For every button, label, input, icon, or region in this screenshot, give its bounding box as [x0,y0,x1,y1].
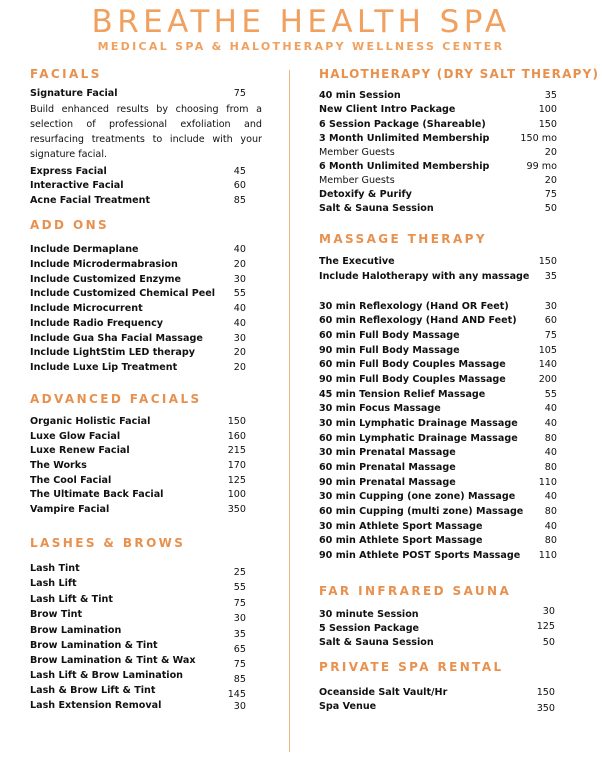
service-price: 30 [542,606,555,617]
service-name: Acne Facial Treatment [30,195,151,206]
service-price: 215 [227,445,246,456]
price-row [30,655,246,669]
price-row [30,563,246,577]
service-name: 30 min Reflexology (Hand OR Feet) [319,301,509,312]
service-name: 60 min Full Body Couples Massage [319,359,506,370]
price-row [319,345,557,359]
service-name: Lash Lift & Brow Lamination [30,670,183,681]
service-name: 90 min Athlete POST Sports Massage [319,550,521,561]
price-row [30,259,246,273]
service-price: 40 [233,318,246,329]
price-row [30,347,246,361]
service-name: 5 Session Package [319,623,420,634]
price-row [30,489,246,503]
service-price: 45 [233,166,246,177]
price-row [30,504,246,518]
service-name: Include Halotherapy with any massage [319,271,530,282]
service-name: Lash Lift [30,578,77,589]
service-name: Salt & Sauna Session [319,637,434,648]
service-name: Include Customized Enzyme [30,274,181,285]
price-row [30,460,246,474]
price-row [319,119,557,133]
service-price: 80 [544,433,557,444]
facial-description: Build enhanced results by choosing from a selection of professional exfoliation and resurfacing treatments to include with your signature facial. [30,104,262,160]
service-name: 90 min Full Body Massage [319,345,460,356]
service-name: 60 min Athlete Sport Massage [319,535,483,546]
price-row [319,90,557,104]
service-name: New Client Intro Package [319,104,456,115]
service-price: 75 [233,598,246,609]
section-title-advanced-facials: ADVANCED FACIALS [30,392,202,406]
service-name: 60 min Lymphatic Drainage Massage [319,433,518,444]
section-title-rental: PRIVATE SPA RENTAL [319,660,504,674]
service-name: Oceanside Salt Vault/Hr [319,687,448,698]
service-name: Brow Lamination [30,625,122,636]
price-row [319,403,557,417]
price-row [319,161,557,175]
service-price: 50 [542,637,555,648]
service-price: 85 [233,674,246,685]
service-price: 105 [538,345,557,356]
service-price: 110 [538,550,557,561]
service-price: 65 [233,644,246,655]
price-row [319,418,557,432]
service-name: Lash Lift & Tint [30,594,113,605]
price-row [30,195,246,209]
service-name: 60 min Reflexology (Hand AND Feet) [319,315,517,326]
price-row [319,623,555,637]
service-price: 150 [538,119,557,130]
price-row [30,362,246,376]
spa-title: BREATHE HEALTH SPA [91,4,511,40]
service-name: Member Guests [319,175,395,186]
service-name: The Works [30,460,87,471]
price-row [319,606,555,623]
service-name: Include Luxe Lip Treatment [30,362,178,373]
price-row [319,447,557,461]
service-price: 35 [544,90,557,101]
service-name: 30 min Prenatal Massage [319,447,456,458]
service-price: 40 [544,521,557,532]
service-price: 100 [227,489,246,500]
service-price: 75 [233,88,246,99]
service-name: Include Microdermabrasion [30,259,178,270]
spa-subtitle: MEDICAL SPA & HALOTHERAPY WELLNESS CENTER [97,40,505,53]
service-name: 60 min Cupping (multi zone) Massage [319,506,524,517]
price-row [319,462,557,476]
service-price: 30 [544,301,557,312]
service-price: 20 [233,347,246,358]
price-row [30,318,246,332]
price-row [319,203,557,217]
price-row [319,330,557,344]
service-price: 55 [544,389,557,400]
service-price: 350 [536,703,555,714]
service-name: Signature Facial [30,88,118,99]
price-row [30,244,246,258]
service-price: 140 [538,359,557,370]
service-name: 3 Month Unlimited Membership [319,133,490,144]
price-row [30,640,246,654]
price-row [30,274,246,288]
service-name: 6 Session Package (Shareable) [319,119,486,130]
price-row [30,594,246,608]
price-row [319,315,557,329]
price-row [319,506,557,520]
service-price: 60 [233,180,246,191]
price-row [30,625,246,639]
service-name: Include Dermaplane [30,244,139,255]
service-name: Salt & Sauna Session [319,203,434,214]
price-row [319,301,557,315]
service-price: 150 [227,416,246,427]
price-row [319,637,555,651]
service-price: 20 [233,259,246,270]
service-name: 90 min Prenatal Massage [319,477,456,488]
price-row [319,687,555,701]
price-row [319,521,557,535]
service-name: Luxe Glow Facial [30,431,121,442]
price-row [319,477,557,491]
price-row [30,670,246,684]
service-price: 85 [233,195,246,206]
service-name: 30 min Focus Massage [319,403,441,414]
service-name: Spa Venue [319,701,377,712]
service-name: 60 min Prenatal Massage [319,462,456,473]
service-price: 125 [227,475,246,486]
price-row [30,445,246,459]
price-row [30,578,246,592]
service-price: 80 [544,506,557,517]
service-name: Include Gua Sha Facial Massage [30,333,203,344]
service-price: 99 mo [526,161,557,172]
service-name: The Executive [319,256,395,267]
price-row [319,147,557,161]
service-name: 30 min Cupping (one zone) Massage [319,491,516,502]
price-row [319,133,557,147]
service-price: 170 [227,460,246,471]
section-title-add-ons: ADD ONS [30,218,110,232]
service-price: 50 [544,203,557,214]
service-price: 40 [233,303,246,314]
price-row [319,104,557,118]
service-name: Interactive Facial [30,180,124,191]
service-name: 30 minute Session [319,609,419,620]
price-row [319,189,557,203]
section-title-halotherapy: HALOTHERAPY (DRY SALT THERAPY) [319,67,600,81]
service-price: 150 [538,256,557,267]
price-row [30,166,246,180]
price-row [319,550,557,564]
service-price: 55 [233,288,246,299]
service-price: 30 [233,274,246,285]
service-name: The Cool Facial [30,475,112,486]
service-name: Luxe Renew Facial [30,445,130,456]
service-price: 100 [538,104,557,115]
price-row [319,374,557,388]
section-title-sauna: FAR INFRARED SAUNA [319,584,512,598]
service-price: 75 [544,330,557,341]
section-title-facials: FACIALS [30,67,102,81]
service-name: Lash Extension Removal [30,700,162,711]
service-price: 25 [233,567,246,578]
service-name: Member Guests [319,147,395,158]
price-row [319,433,557,447]
service-name: Brow Tint [30,609,83,620]
price-row [30,303,246,317]
service-name: 30 min Lymphatic Drainage Massage [319,418,518,429]
service-name: Organic Holistic Facial [30,416,151,427]
price-row [319,256,557,270]
service-name: Brow Lamination & Tint [30,640,158,651]
service-price: 75 [544,189,557,200]
service-price: 60 [544,315,557,326]
service-price: 20 [544,147,557,158]
service-price: 40 [544,447,557,458]
service-price: 150 mo [520,133,557,144]
service-price: 200 [538,374,557,385]
service-price: 80 [544,535,557,546]
service-price: 80 [544,462,557,473]
price-row [30,333,246,347]
service-name: Lash Tint [30,563,80,574]
service-name: Include LightStim LED therapy [30,347,195,358]
service-name: 45 min Tension Relief Massage [319,389,486,400]
service-name: Vampire Facial [30,504,110,515]
service-name: Lash & Brow Lift & Tint [30,685,156,696]
price-row [30,609,246,623]
service-price: 35 [233,629,246,640]
section-title-lashes-brows: LASHES & BROWS [30,536,186,550]
price-row [319,389,557,403]
service-name: 90 min Full Body Couples Massage [319,374,506,385]
service-price: 40 [233,244,246,255]
price-row [30,685,246,699]
price-row [30,180,246,194]
price-row [319,359,557,373]
service-price: 35 [544,271,557,282]
service-price: 75 [233,659,246,670]
price-row [319,491,557,505]
service-price: 30 [233,333,246,344]
price-row [319,701,555,715]
service-price: 40 [544,418,557,429]
service-price: 30 [233,701,246,712]
price-row [30,700,246,714]
service-name: Include Radio Frequency [30,318,164,329]
service-name: Express Facial [30,166,107,177]
service-price: 55 [233,582,246,593]
price-row [30,88,246,102]
service-price: 20 [544,175,557,186]
service-price: 125 [536,621,555,632]
service-price: 160 [227,431,246,442]
service-name: Include Customized Chemical Peel [30,288,216,299]
price-row [319,535,557,549]
service-price: 145 [227,689,246,700]
price-row [30,416,246,430]
service-name: 30 min Athlete Sport Massage [319,521,483,532]
section-title-massage: MASSAGE THERAPY [319,232,487,246]
service-price: 30 [233,613,246,624]
price-row [319,175,557,189]
service-name: Brow Lamination & Tint & Wax [30,655,196,666]
price-row [319,271,557,285]
service-price: 110 [538,477,557,488]
service-name: 6 Month Unlimited Membership [319,161,490,172]
service-name: 60 min Full Body Massage [319,330,460,341]
service-price: 40 [544,403,557,414]
service-price: 150 [536,687,555,698]
service-name: The Ultimate Back Facial [30,489,164,500]
price-row [30,288,246,302]
service-price: 20 [233,362,246,373]
price-row [30,475,246,489]
price-row [30,431,246,445]
service-name: Include Microcurrent [30,303,143,314]
column-divider [289,70,290,752]
service-name: Detoxify & Purify [319,189,412,200]
service-price: 40 [544,491,557,502]
service-name: 40 min Session [319,90,401,101]
service-price: 350 [227,504,246,515]
